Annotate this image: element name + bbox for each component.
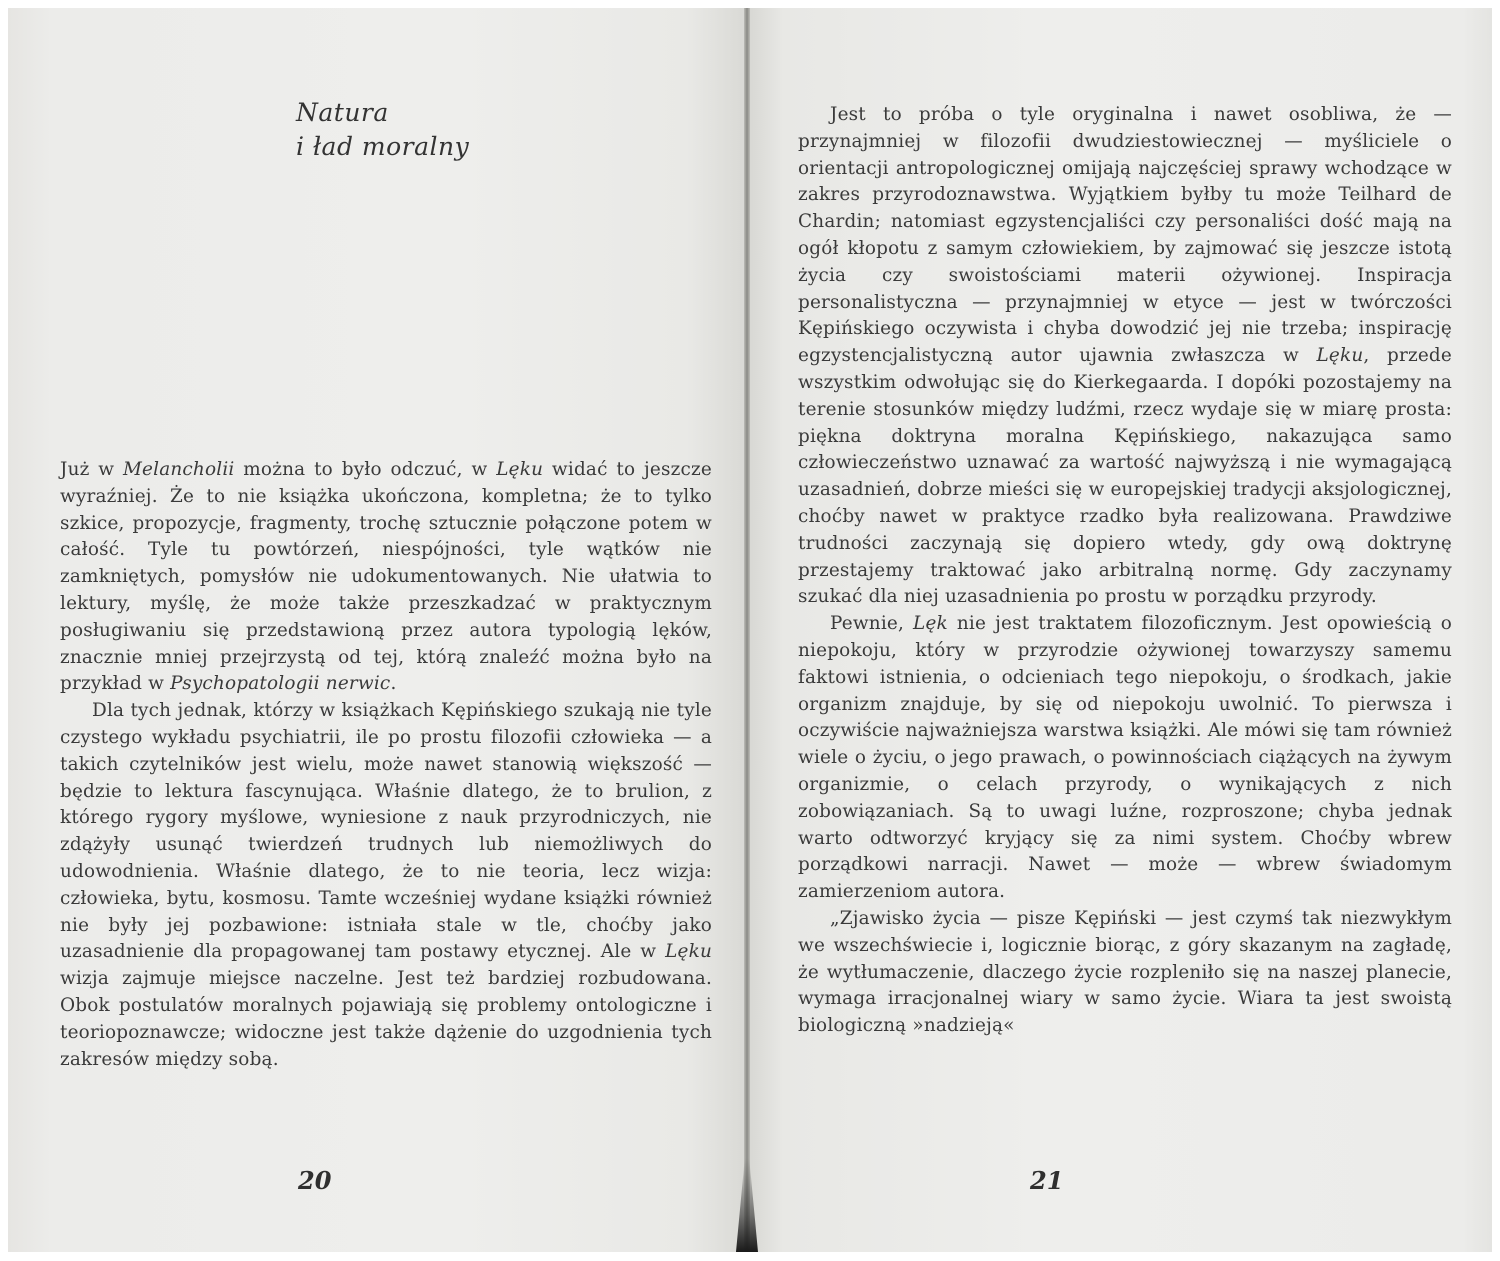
chapter-title-line1: Natura [296,98,389,127]
italic-title: Lęku [496,459,544,480]
right-body-text [798,102,1452,1040]
italic-title: Lęku [1316,345,1364,367]
italic-title: Melancholii [123,459,235,480]
left-paragraph: Już w Melancholii można to było odczuć, w Lęku widać to jeszcze wyraźniej. Że to nie książka ukończona, kompletna; że to tylko szkice, propozycje, fragmenty, trochę sztucznie połączone potem w całość. Tyle tu powtórzeń, niespójności, tyle wątków nie zamkniętych, pomysłów nie udokumentowanych. Nie ułatwia to lektury, myślę, że może także przeszkadzać w praktycznym posługiwaniu się przedstawioną przez autora typologią lęków, znacznie mniej przejrzystą od tej, którą znaleźć można było na przykład w Psychopatologii nerwic. [60,459,713,695]
italic-title: Psychopatologii nerwic [170,673,391,695]
chapter-title [296,96,469,164]
page-number-right: 21 [1030,1166,1064,1195]
right-paragraph: „Zjawisko życia — pisze Kępiński — jest czymś tak niezwykłym we wszechświecie i, logicznie biorąc, z góry skazanym na zagładę, że wytłumaczenie, dlaczego życie rozpleniło się na naszej planecie, wymaga irracjonalnej wiary w samo życie. Wiara ta jest swoistą biologiczną »nadzieją« [798,907,1452,1037]
book-gutter [744,8,750,1252]
left-paragraph: Dla tych jednak, którzy w książkach Kępińskiego szukają nie tyle czystego wykładu psychiatrii, ile po prostu filozofii człowieka — a takich czytelników jest wielu, może nawet stanowią większość — będzie to lektura fascynująca. Właśnie dlatego, że to brulion, z którego rygory myślowe, wyniesione z nauk przyrodniczych, nie zdążyły usunąć twierdzeń trudnych lub niemożliwych do udowodnienia. Właśnie dlatego, że to nie teoria, lecz wizja: człowieka, bytu, kosmosu. Tamte wcześniej wydane książki również nie były jej pozbawione: istniała stale w tle, choćby jako uzasadnienie dla propagowanej tam postawy etycznej. Ale w Lęku wizja zajmuje miejsce naczelne. Jest też bardziej rozbudowana. Obok postulatów moralnych pojawiają się problemy ontologiczne i teoriopoznawcze; widoczne jest także dążenie do uzgodnienia tych zakresów między sobą. [60,700,712,1070]
page-number-left: 20 [298,1166,332,1195]
italic-title: Lęk [913,613,948,635]
right-paragraph: Jest to próba o tyle oryginalna i nawet osobliwa, że — przynajmniej w filozofii dwudziestowiecznej — myśliciele o orientacji antropologicznej omijają najczęściej sprawy wchodzące w zakres przyrodoznawstwa. Wyjątkiem byłby tu może Teilhard de Chardin; natomiast egzystencjaliści czy personaliści dość mają na ogół kłopotu z samym człowiekiem, by zajmować się jeszcze istotą życia czy swoistościami materii ożywionej. Inspiracja personalistyczna — przynajmniej w etyce — jest w twórczości Kępińskiego oczywista i chyba dowodzić jej nie trzeba; inspirację egzystencjalistyczną autor ujawnia zwłaszcza w Lęku, przede wszystkim odwołując się do Kierkegaarda. I dopóki pozostajemy na terenie stosunków między ludźmi, rzecz wydaje się w miarę prosta: piękna doktryna moralna Kępińskiego, nakazująca samo człowieczeństwo uznawać za wartość najwyższą i nie wymagającą uzasadnień, dobrze mieści się w europejskiej tradycji aksjologicznej, choćby nawet w praktyce rzadko była realizowana. Prawdziwe trudności zaczynają się dopiero wtedy, gdy ową doktrynę przestajemy traktować jako arbitralną normę. Gdy zaczynamy szukać dla niej uzasadnienia po prostu w porządku przyrody. [798,104,1452,608]
left-body-text [60,457,712,1073]
italic-title: Lęku [665,941,712,963]
chapter-title-line2: i ład moralny [296,132,470,161]
right-paragraph: Pewnie, Lęk nie jest traktatem filozoficznym. Jest opowieścią o niepokoju, który w przyrodzie ożywionej towarzyszy samemu faktowi istnienia, o odcieniach tego niepokoju, o środkach, jakie organizm znajduje, by się od niepokoju uwolnić. To pierwsza i oczywiście najważniejsza warstwa książki. Ale mówi się tam również wiele o życiu, o jego prawach, o powinnościach ciążących na żywym organizmie, o celach przyrody, o wynikających z nich zobowiązaniach. Są to uwagi luźne, rozproszone; chyba jednak warto odtworzyć kryjący się za nimi system. Choćby wbrew porządkowi narracji. Nawet — może — wbrew świadomym zamierzeniom autora. [798,613,1452,903]
book-spread [8,8,1492,1252]
left-page [8,8,746,1252]
